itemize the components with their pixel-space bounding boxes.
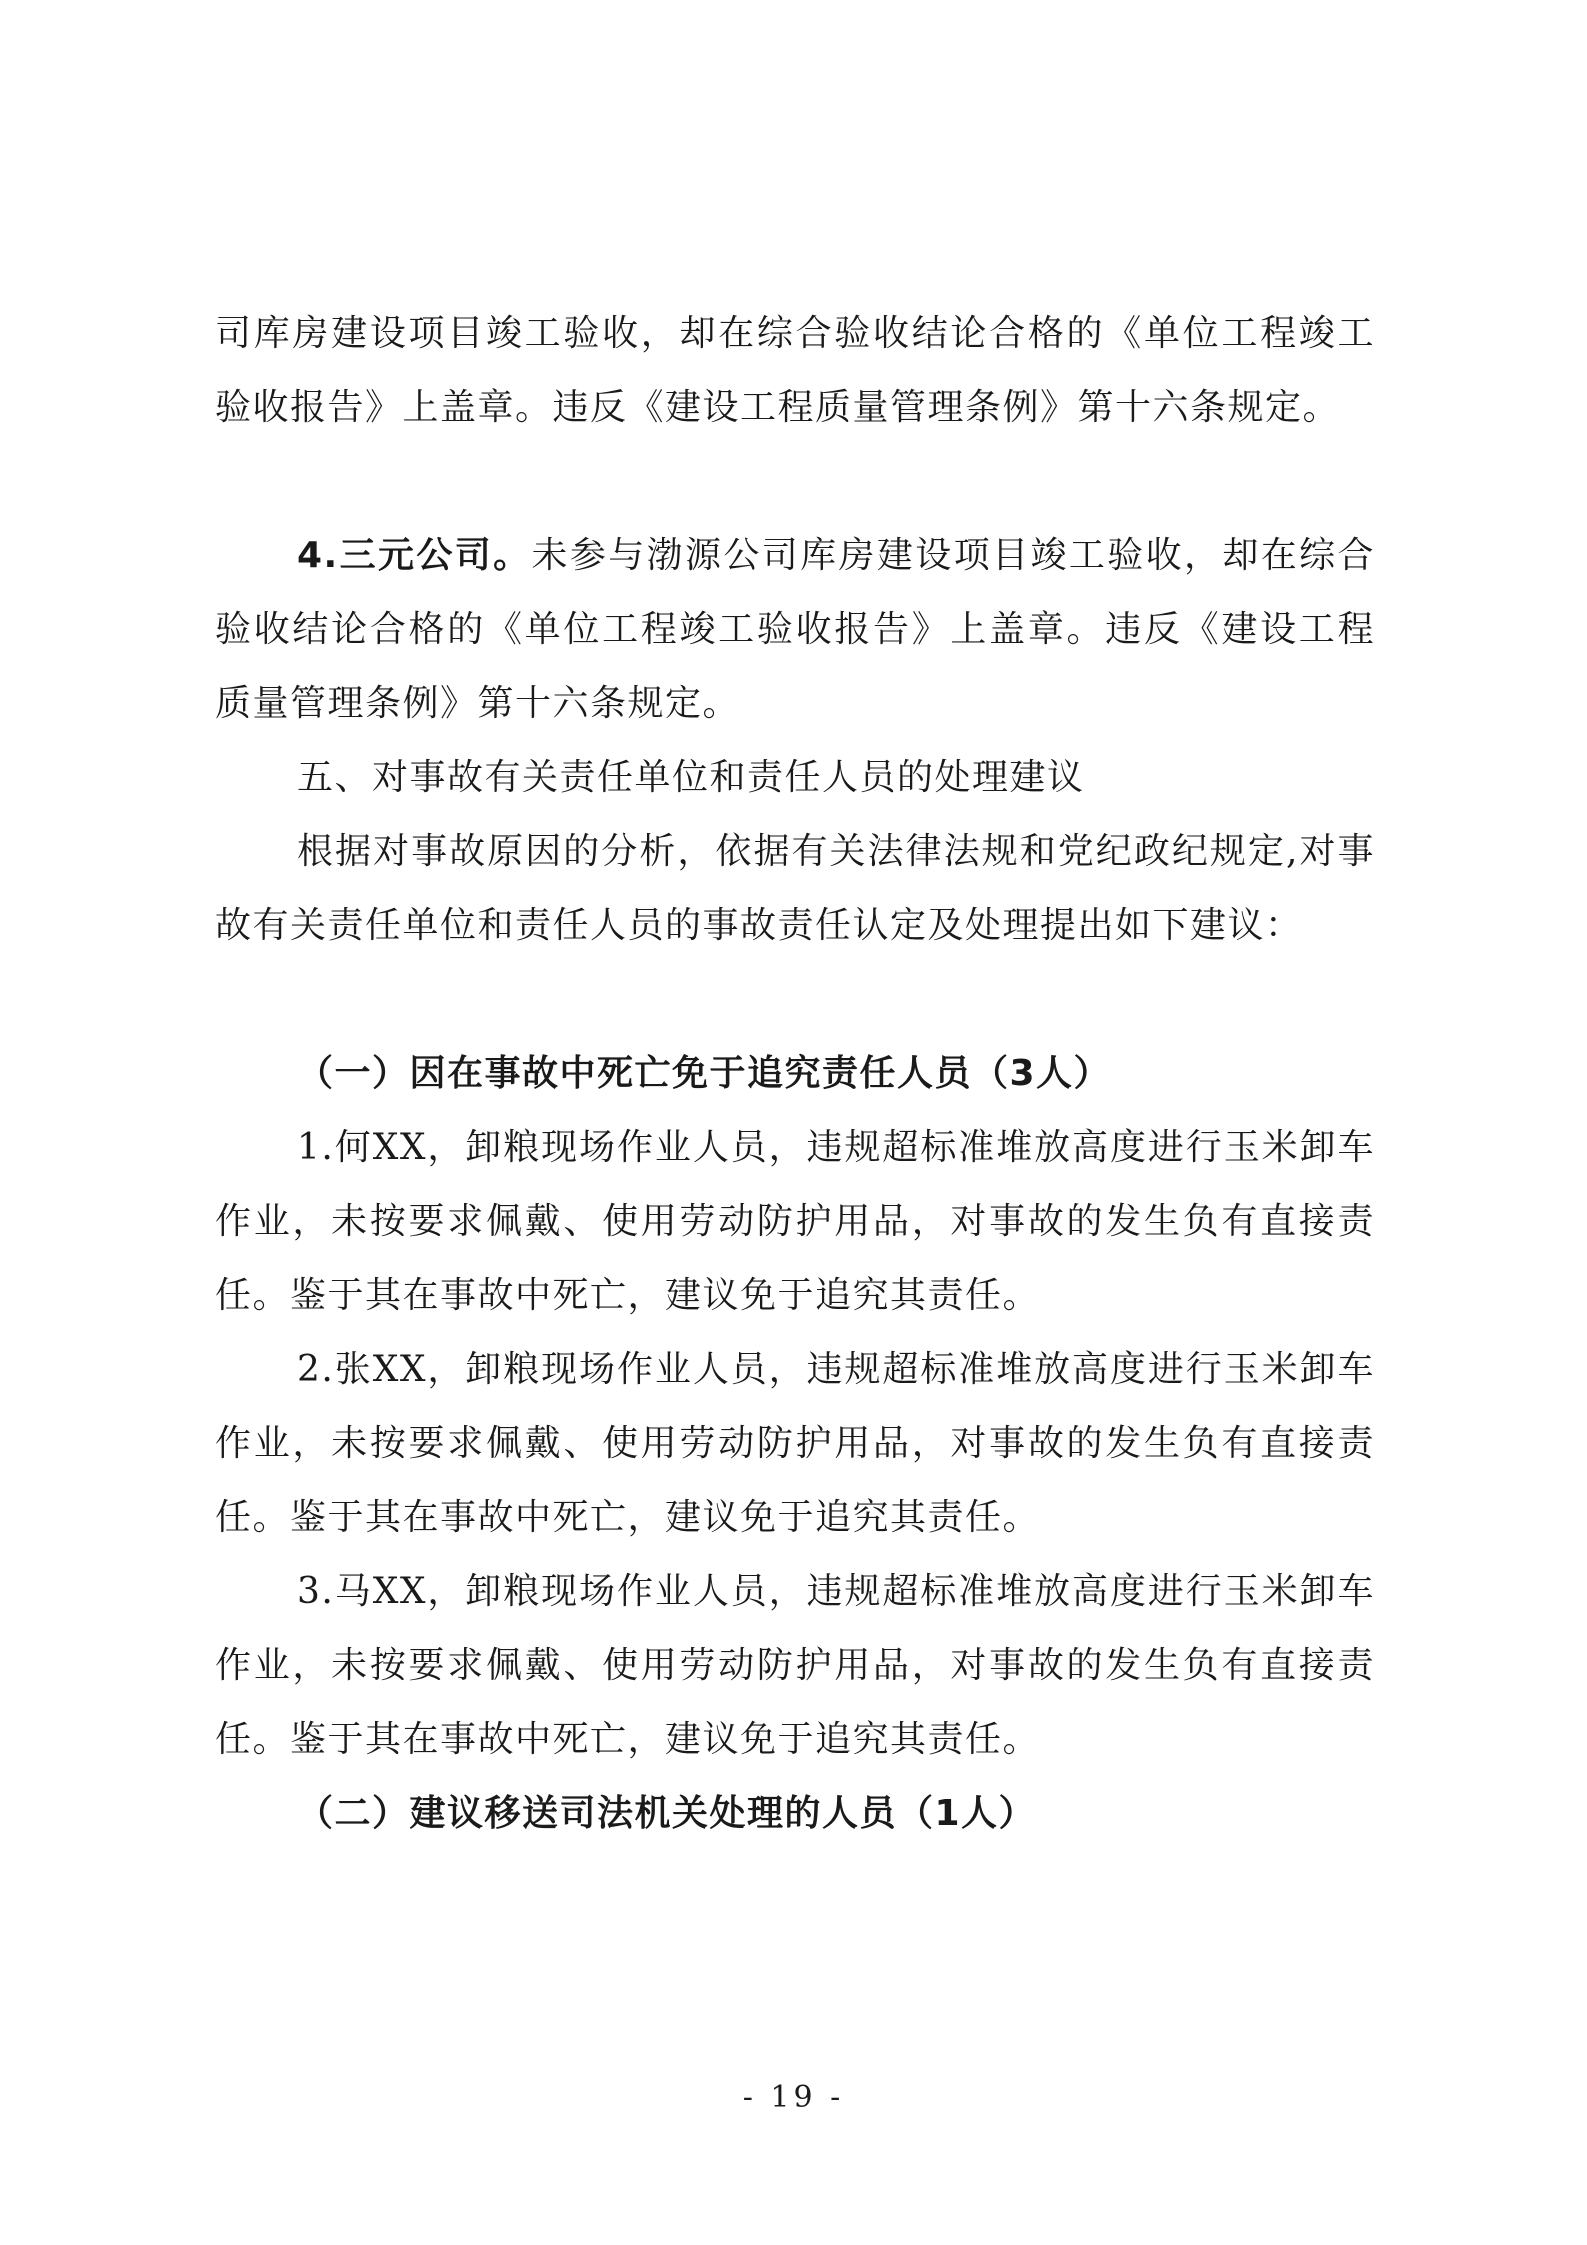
paragraph-basis: 根据对事故原因的分析，依据有关法律法规和党纪政纪规定,对事故有关责任单位和责任人员的事故责任认定及处理提出如下建议：: [215, 831, 1375, 946]
subsection-heading: （二）建议移送司法机关处理的人员（1人）: [297, 1793, 1037, 1834]
paragraph-continuation: 司库房建设项目竣工验收，却在综合验收结论合格的《单位工程竣工验收报告》上盖章。违反《建设工程质量管理条例》第十六条规定。: [215, 313, 1375, 428]
subsection-heading: （一）因在事故中死亡免于追究责任人员（3人）: [297, 1053, 1112, 1094]
page-number: - 19 -: [742, 2080, 845, 2115]
paragraph-lead: 4.三元公司。: [297, 535, 532, 576]
list-item: 3.马XX，卸粮现场作业人员，违规超标准堆放高度进行玉米卸车作业，未按要求佩戴、使用劳动防护用品，对事故的发生负有直接责任。鉴于其在事故中死亡，建议免于追究其责任。: [215, 1571, 1375, 1760]
section-heading: 五、对事故有关责任单位和责任人员的处理建议: [297, 757, 1085, 798]
paragraph-text: 未参与渤源公司库房建设项目竣工验收，却在综合验收结论合格的《单位工程竣工验收报告》上盖章。违反《建设工程质量管理条例》第十六条规定。: [215, 535, 1375, 724]
list-item: 1.何XX，卸粮现场作业人员，违规超标准堆放高度进行玉米卸车作业，未按要求佩戴、使用劳动防护用品，对事故的发生负有直接责任。鉴于其在事故中死亡，建议免于追究其责任。: [215, 1127, 1375, 1316]
list-item: 2.张XX，卸粮现场作业人员，违规超标准堆放高度进行玉米卸车作业，未按要求佩戴、使用劳动防护用品，对事故的发生负有直接责任。鉴于其在事故中死亡，建议免于追究其责任。: [215, 1349, 1375, 1538]
paragraph-sanyuan-company: [215, 519, 1375, 741]
